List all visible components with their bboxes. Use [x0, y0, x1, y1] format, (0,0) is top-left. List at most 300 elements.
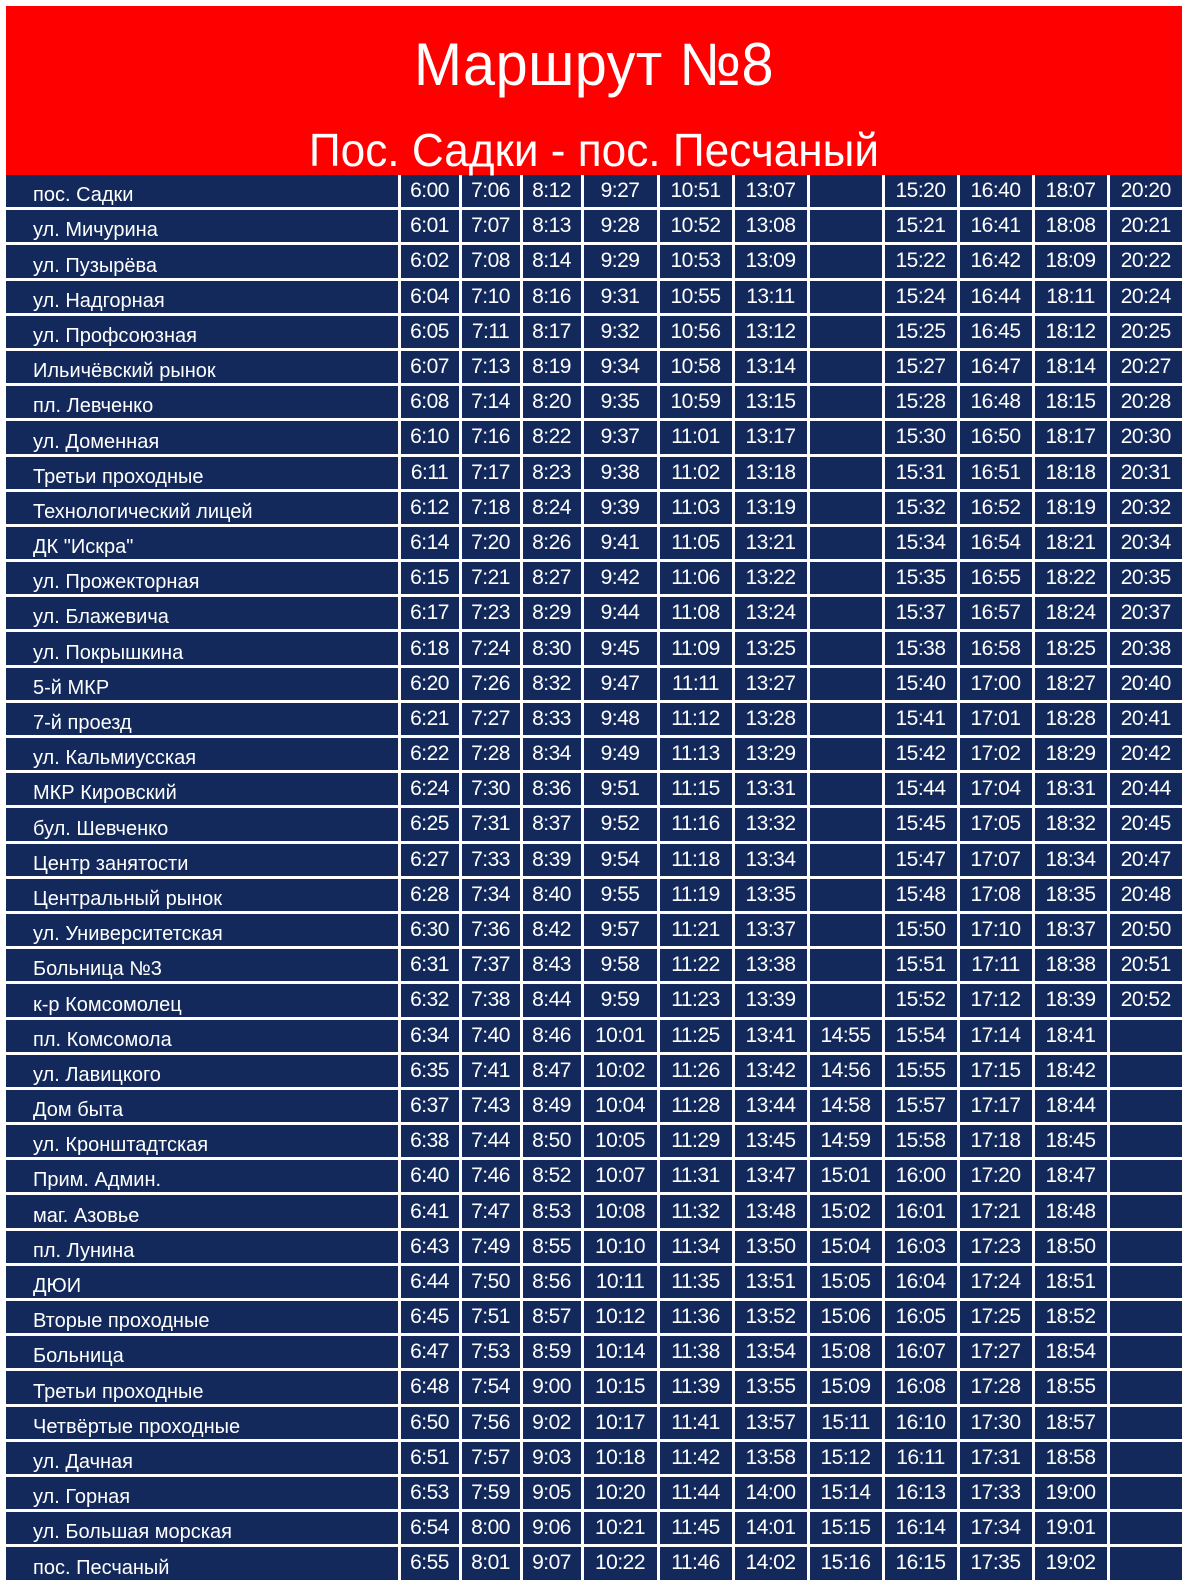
departure-time: 7:59 [460, 1475, 521, 1510]
departure-time: 10:17 [582, 1405, 658, 1440]
departure-time: 18:27 [1033, 666, 1108, 701]
departure-time: 6:34 [399, 1018, 460, 1053]
departure-time: 13:09 [733, 244, 808, 279]
departure-time: 7:36 [460, 912, 521, 947]
departure-time: 6:15 [399, 561, 460, 596]
departure-time: 18:44 [1033, 1088, 1108, 1123]
table-row [6, 631, 1182, 666]
empty-time-cell [1108, 1159, 1182, 1194]
departure-time: 6:38 [399, 1124, 460, 1159]
departure-time: 6:17 [399, 596, 460, 631]
departure-time: 13:18 [733, 455, 808, 490]
departure-time: 16:11 [883, 1440, 958, 1475]
table-row [6, 1018, 1182, 1053]
table-row [6, 175, 1182, 209]
departure-time: 10:52 [658, 209, 733, 244]
departure-time: 13:42 [733, 1053, 808, 1088]
departure-time: 9:41 [582, 525, 658, 560]
departure-time: 13:29 [733, 737, 808, 772]
departure-time: 16:40 [958, 175, 1033, 209]
departure-time: 20:34 [1108, 525, 1182, 560]
stop-name: ДК "Искра" [6, 525, 399, 560]
departure-time: 20:47 [1108, 842, 1182, 877]
departure-time: 16:47 [958, 349, 1033, 384]
departure-time: 14:58 [808, 1088, 883, 1123]
departure-time: 11:28 [658, 1088, 733, 1123]
departure-time: 17:35 [958, 1546, 1033, 1580]
empty-time-cell [1108, 1300, 1182, 1335]
departure-time: 16:50 [958, 420, 1033, 455]
departure-time: 11:41 [658, 1405, 733, 1440]
empty-time-cell [808, 455, 883, 490]
stop-name: ул. Пузырёва [6, 244, 399, 279]
departure-time: 11:46 [658, 1546, 733, 1580]
departure-time: 18:34 [1033, 842, 1108, 877]
departure-time: 13:25 [733, 631, 808, 666]
departure-time: 9:29 [582, 244, 658, 279]
departure-time: 9:34 [582, 349, 658, 384]
departure-time: 13:58 [733, 1440, 808, 1475]
empty-time-cell [1108, 1229, 1182, 1264]
departure-time: 6:21 [399, 701, 460, 736]
departure-time: 16:04 [883, 1264, 958, 1299]
departure-time: 15:14 [808, 1475, 883, 1510]
departure-time: 8:52 [521, 1159, 582, 1194]
departure-time: 8:19 [521, 349, 582, 384]
departure-time: 18:39 [1033, 983, 1108, 1018]
departure-time: 16:44 [958, 279, 1033, 314]
departure-time: 11:45 [658, 1511, 733, 1546]
departure-time: 20:31 [1108, 455, 1182, 490]
departure-time: 16:58 [958, 631, 1033, 666]
departure-time: 13:50 [733, 1229, 808, 1264]
departure-time: 13:24 [733, 596, 808, 631]
departure-time: 17:23 [958, 1229, 1033, 1264]
departure-time: 10:58 [658, 349, 733, 384]
departure-time: 9:05 [521, 1475, 582, 1510]
stop-name: ДЮИ [6, 1264, 399, 1299]
empty-time-cell [808, 948, 883, 983]
departure-time: 11:12 [658, 701, 733, 736]
departure-time: 8:53 [521, 1194, 582, 1229]
departure-time: 7:40 [460, 1018, 521, 1053]
departure-time: 8:17 [521, 314, 582, 349]
departure-time: 14:01 [733, 1511, 808, 1546]
departure-time: 6:37 [399, 1088, 460, 1123]
departure-time: 13:28 [733, 701, 808, 736]
departure-time: 13:08 [733, 209, 808, 244]
departure-time: 18:07 [1033, 175, 1108, 209]
empty-time-cell [1108, 1335, 1182, 1370]
departure-time: 13:14 [733, 349, 808, 384]
empty-time-cell [808, 772, 883, 807]
departure-time: 16:42 [958, 244, 1033, 279]
stop-name: ул. Кальмиусская [6, 737, 399, 772]
departure-time: 8:46 [521, 1018, 582, 1053]
stop-name: пл. Лунина [6, 1229, 399, 1264]
departure-time: 15:09 [808, 1370, 883, 1405]
table-row [6, 772, 1182, 807]
departure-time: 17:31 [958, 1440, 1033, 1475]
departure-time: 11:38 [658, 1335, 733, 1370]
departure-time: 8:14 [521, 244, 582, 279]
departure-time: 18:19 [1033, 490, 1108, 525]
departure-time: 15:04 [808, 1229, 883, 1264]
departure-time: 15:48 [883, 877, 958, 912]
departure-time: 13:57 [733, 1405, 808, 1440]
departure-time: 8:34 [521, 737, 582, 772]
departure-time: 7:11 [460, 314, 521, 349]
departure-time: 13:22 [733, 561, 808, 596]
stop-name: Ильичёвский рынок [6, 349, 399, 384]
empty-time-cell [808, 737, 883, 772]
departure-time: 11:06 [658, 561, 733, 596]
departure-time: 11:44 [658, 1475, 733, 1510]
departure-time: 8:13 [521, 209, 582, 244]
departure-time: 10:18 [582, 1440, 658, 1475]
stop-name: 7-й проезд [6, 701, 399, 736]
departure-time: 6:14 [399, 525, 460, 560]
table-row [6, 666, 1182, 701]
departure-time: 15:58 [883, 1124, 958, 1159]
departure-time: 8:22 [521, 420, 582, 455]
departure-time: 20:22 [1108, 244, 1182, 279]
departure-time: 17:25 [958, 1300, 1033, 1335]
departure-time: 6:22 [399, 737, 460, 772]
departure-time: 10:53 [658, 244, 733, 279]
departure-time: 7:56 [460, 1405, 521, 1440]
stop-name: Центр занятости [6, 842, 399, 877]
departure-time: 15:11 [808, 1405, 883, 1440]
table-row [6, 349, 1182, 384]
empty-time-cell [808, 596, 883, 631]
departure-time: 7:57 [460, 1440, 521, 1475]
table-row [6, 244, 1182, 279]
departure-time: 20:37 [1108, 596, 1182, 631]
departure-time: 7:44 [460, 1124, 521, 1159]
departure-time: 8:44 [521, 983, 582, 1018]
departure-time: 13:38 [733, 948, 808, 983]
departure-time: 15:45 [883, 807, 958, 842]
departure-time: 10:01 [582, 1018, 658, 1053]
departure-time: 13:39 [733, 983, 808, 1018]
departure-time: 18:32 [1033, 807, 1108, 842]
departure-time: 7:17 [460, 455, 521, 490]
departure-time: 16:52 [958, 490, 1033, 525]
table-row [6, 1511, 1182, 1546]
departure-time: 11:26 [658, 1053, 733, 1088]
empty-time-cell [808, 561, 883, 596]
departure-time: 18:17 [1033, 420, 1108, 455]
departure-time: 20:30 [1108, 420, 1182, 455]
departure-time: 7:31 [460, 807, 521, 842]
departure-time: 15:57 [883, 1088, 958, 1123]
departure-time: 20:42 [1108, 737, 1182, 772]
departure-time: 18:29 [1033, 737, 1108, 772]
table-row [6, 1159, 1182, 1194]
route-title: Маршрут №8 [413, 31, 775, 98]
empty-time-cell [1108, 1053, 1182, 1088]
departure-time: 13:54 [733, 1335, 808, 1370]
empty-time-cell [808, 525, 883, 560]
departure-time: 18:31 [1033, 772, 1108, 807]
departure-time: 14:02 [733, 1546, 808, 1580]
timetable-sheet [6, 6, 1182, 1580]
departure-time: 13:37 [733, 912, 808, 947]
departure-time: 10:22 [582, 1546, 658, 1580]
departure-time: 9:07 [521, 1546, 582, 1580]
stop-name: ул. Университетская [6, 912, 399, 947]
departure-time: 10:08 [582, 1194, 658, 1229]
departure-time: 11:23 [658, 983, 733, 1018]
stop-name: ул. Профсоюзная [6, 314, 399, 349]
departure-time: 11:11 [658, 666, 733, 701]
departure-time: 17:24 [958, 1264, 1033, 1299]
departure-time: 9:28 [582, 209, 658, 244]
departure-time: 9:38 [582, 455, 658, 490]
empty-time-cell [808, 279, 883, 314]
departure-time: 16:54 [958, 525, 1033, 560]
departure-time: 9:51 [582, 772, 658, 807]
route-header [6, 6, 1182, 175]
stop-name: пл. Комсомола [6, 1018, 399, 1053]
departure-time: 10:12 [582, 1300, 658, 1335]
departure-time: 15:02 [808, 1194, 883, 1229]
departure-time: 8:20 [521, 385, 582, 420]
departure-time: 17:18 [958, 1124, 1033, 1159]
departure-time: 13:48 [733, 1194, 808, 1229]
table-row [6, 385, 1182, 420]
empty-time-cell [1108, 1018, 1182, 1053]
table-row [6, 596, 1182, 631]
departure-time: 6:40 [399, 1159, 460, 1194]
departure-time: 18:57 [1033, 1405, 1108, 1440]
departure-time: 13:47 [733, 1159, 808, 1194]
departure-time: 20:20 [1108, 175, 1182, 209]
departure-time: 15:15 [808, 1511, 883, 1546]
departure-time: 7:33 [460, 842, 521, 877]
departure-time: 6:04 [399, 279, 460, 314]
departure-time: 16:14 [883, 1511, 958, 1546]
stop-name: 5-й МКР [6, 666, 399, 701]
departure-time: 6:44 [399, 1264, 460, 1299]
departure-time: 8:50 [521, 1124, 582, 1159]
stop-name: Третьи проходные [6, 1370, 399, 1405]
departure-time: 16:08 [883, 1370, 958, 1405]
stop-name: ул. Прожекторная [6, 561, 399, 596]
departure-time: 17:30 [958, 1405, 1033, 1440]
departure-time: 11:18 [658, 842, 733, 877]
departure-time: 14:56 [808, 1053, 883, 1088]
stop-name: пос. Садки [6, 175, 399, 209]
departure-time: 7:16 [460, 420, 521, 455]
empty-time-cell [808, 385, 883, 420]
departure-time: 7:49 [460, 1229, 521, 1264]
departure-time: 15:35 [883, 561, 958, 596]
departure-time: 13:17 [733, 420, 808, 455]
departure-time: 7:27 [460, 701, 521, 736]
departure-time: 9:54 [582, 842, 658, 877]
departure-time: 9:52 [582, 807, 658, 842]
departure-time: 15:50 [883, 912, 958, 947]
departure-time: 15:40 [883, 666, 958, 701]
departure-time: 9:55 [582, 877, 658, 912]
departure-time: 7:46 [460, 1159, 521, 1194]
empty-time-cell [808, 877, 883, 912]
empty-time-cell [1108, 1124, 1182, 1159]
table-row [6, 1335, 1182, 1370]
departure-time: 7:20 [460, 525, 521, 560]
departure-time: 15:06 [808, 1300, 883, 1335]
stop-name: ул. Покрышкина [6, 631, 399, 666]
departure-time: 15:41 [883, 701, 958, 736]
departure-time: 8:16 [521, 279, 582, 314]
departure-time: 11:35 [658, 1264, 733, 1299]
departure-time: 15:30 [883, 420, 958, 455]
stop-name: ул. Лавицкого [6, 1053, 399, 1088]
stop-name: ул. Большая морская [6, 1511, 399, 1546]
empty-time-cell [808, 807, 883, 842]
departure-time: 18:48 [1033, 1194, 1108, 1229]
departure-time: 20:45 [1108, 807, 1182, 842]
departure-time: 8:43 [521, 948, 582, 983]
departure-time: 10:07 [582, 1159, 658, 1194]
stop-name: ул. Мичурина [6, 209, 399, 244]
departure-time: 7:23 [460, 596, 521, 631]
departure-time: 7:26 [460, 666, 521, 701]
departure-time: 9:59 [582, 983, 658, 1018]
departure-time: 8:49 [521, 1088, 582, 1123]
departure-time: 8:30 [521, 631, 582, 666]
departure-time: 6:08 [399, 385, 460, 420]
departure-time: 6:01 [399, 209, 460, 244]
departure-time: 19:02 [1033, 1546, 1108, 1580]
departure-time: 15:55 [883, 1053, 958, 1088]
departure-time: 6:20 [399, 666, 460, 701]
departure-time: 11:42 [658, 1440, 733, 1475]
departure-time: 17:21 [958, 1194, 1033, 1229]
departure-time: 20:50 [1108, 912, 1182, 947]
empty-time-cell [1108, 1264, 1182, 1299]
stop-name: пос. Песчаный [6, 1546, 399, 1580]
departure-time: 16:57 [958, 596, 1033, 631]
departure-time: 16:10 [883, 1405, 958, 1440]
departure-time: 18:37 [1033, 912, 1108, 947]
departure-time: 17:08 [958, 877, 1033, 912]
departure-time: 11:25 [658, 1018, 733, 1053]
empty-time-cell [808, 349, 883, 384]
departure-time: 10:59 [658, 385, 733, 420]
departure-time: 18:24 [1033, 596, 1108, 631]
departure-time: 8:40 [521, 877, 582, 912]
empty-time-cell [808, 209, 883, 244]
stop-name: Четвёртые проходные [6, 1405, 399, 1440]
departure-time: 13:27 [733, 666, 808, 701]
departure-time: 7:50 [460, 1264, 521, 1299]
departure-time: 13:34 [733, 842, 808, 877]
departure-time: 9:42 [582, 561, 658, 596]
departure-time: 17:28 [958, 1370, 1033, 1405]
departure-time: 7:37 [460, 948, 521, 983]
table-row [6, 701, 1182, 736]
departure-time: 13:21 [733, 525, 808, 560]
departure-time: 15:32 [883, 490, 958, 525]
departure-time: 15:16 [808, 1546, 883, 1580]
departure-time: 20:40 [1108, 666, 1182, 701]
departure-time: 6:28 [399, 877, 460, 912]
departure-time: 11:01 [658, 420, 733, 455]
stop-name: Больница №3 [6, 948, 399, 983]
departure-time: 18:35 [1033, 877, 1108, 912]
departure-time: 9:00 [521, 1370, 582, 1405]
departure-time: 10:56 [658, 314, 733, 349]
departure-time: 13:15 [733, 385, 808, 420]
departure-time: 17:17 [958, 1088, 1033, 1123]
departure-time: 6:07 [399, 349, 460, 384]
departure-time: 8:24 [521, 490, 582, 525]
departure-time: 19:00 [1033, 1475, 1108, 1510]
departure-time: 6:02 [399, 244, 460, 279]
departure-time: 11:31 [658, 1159, 733, 1194]
table-row [6, 314, 1182, 349]
departure-time: 13:52 [733, 1300, 808, 1335]
departure-time: 16:05 [883, 1300, 958, 1335]
table-row [6, 737, 1182, 772]
empty-time-cell [808, 666, 883, 701]
departure-time: 7:53 [460, 1335, 521, 1370]
table-row [6, 420, 1182, 455]
table-row [6, 1546, 1182, 1580]
stop-name: бул. Шевченко [6, 807, 399, 842]
departure-time: 6:35 [399, 1053, 460, 1088]
stop-name: Технологический лицей [6, 490, 399, 525]
departure-time: 7:13 [460, 349, 521, 384]
empty-time-cell [1108, 1475, 1182, 1510]
departure-time: 20:52 [1108, 983, 1182, 1018]
departure-time: 6:30 [399, 912, 460, 947]
departure-time: 9:02 [521, 1405, 582, 1440]
stop-name: ул. Доменная [6, 420, 399, 455]
departure-time: 17:14 [958, 1018, 1033, 1053]
departure-time: 10:04 [582, 1088, 658, 1123]
departure-time: 11:16 [658, 807, 733, 842]
departure-time: 7:06 [460, 175, 521, 209]
departure-time: 13:45 [733, 1124, 808, 1159]
departure-time: 6:48 [399, 1370, 460, 1405]
stop-name: Вторые проходные [6, 1300, 399, 1335]
departure-time: 13:51 [733, 1264, 808, 1299]
departure-time: 8:39 [521, 842, 582, 877]
table-row [6, 279, 1182, 314]
departure-time: 15:37 [883, 596, 958, 631]
departure-time: 18:50 [1033, 1229, 1108, 1264]
departure-time: 8:26 [521, 525, 582, 560]
departure-time: 17:15 [958, 1053, 1033, 1088]
departure-time: 9:03 [521, 1440, 582, 1475]
departure-time: 16:41 [958, 209, 1033, 244]
departure-time: 20:48 [1108, 877, 1182, 912]
empty-time-cell [1108, 1440, 1182, 1475]
departure-time: 18:08 [1033, 209, 1108, 244]
departure-time: 17:33 [958, 1475, 1033, 1510]
departure-time: 11:02 [658, 455, 733, 490]
departure-time: 17:00 [958, 666, 1033, 701]
departure-time: 10:11 [582, 1264, 658, 1299]
empty-time-cell [1108, 1405, 1182, 1440]
departure-time: 19:01 [1033, 1511, 1108, 1546]
departure-time: 17:04 [958, 772, 1033, 807]
departure-time: 7:14 [460, 385, 521, 420]
